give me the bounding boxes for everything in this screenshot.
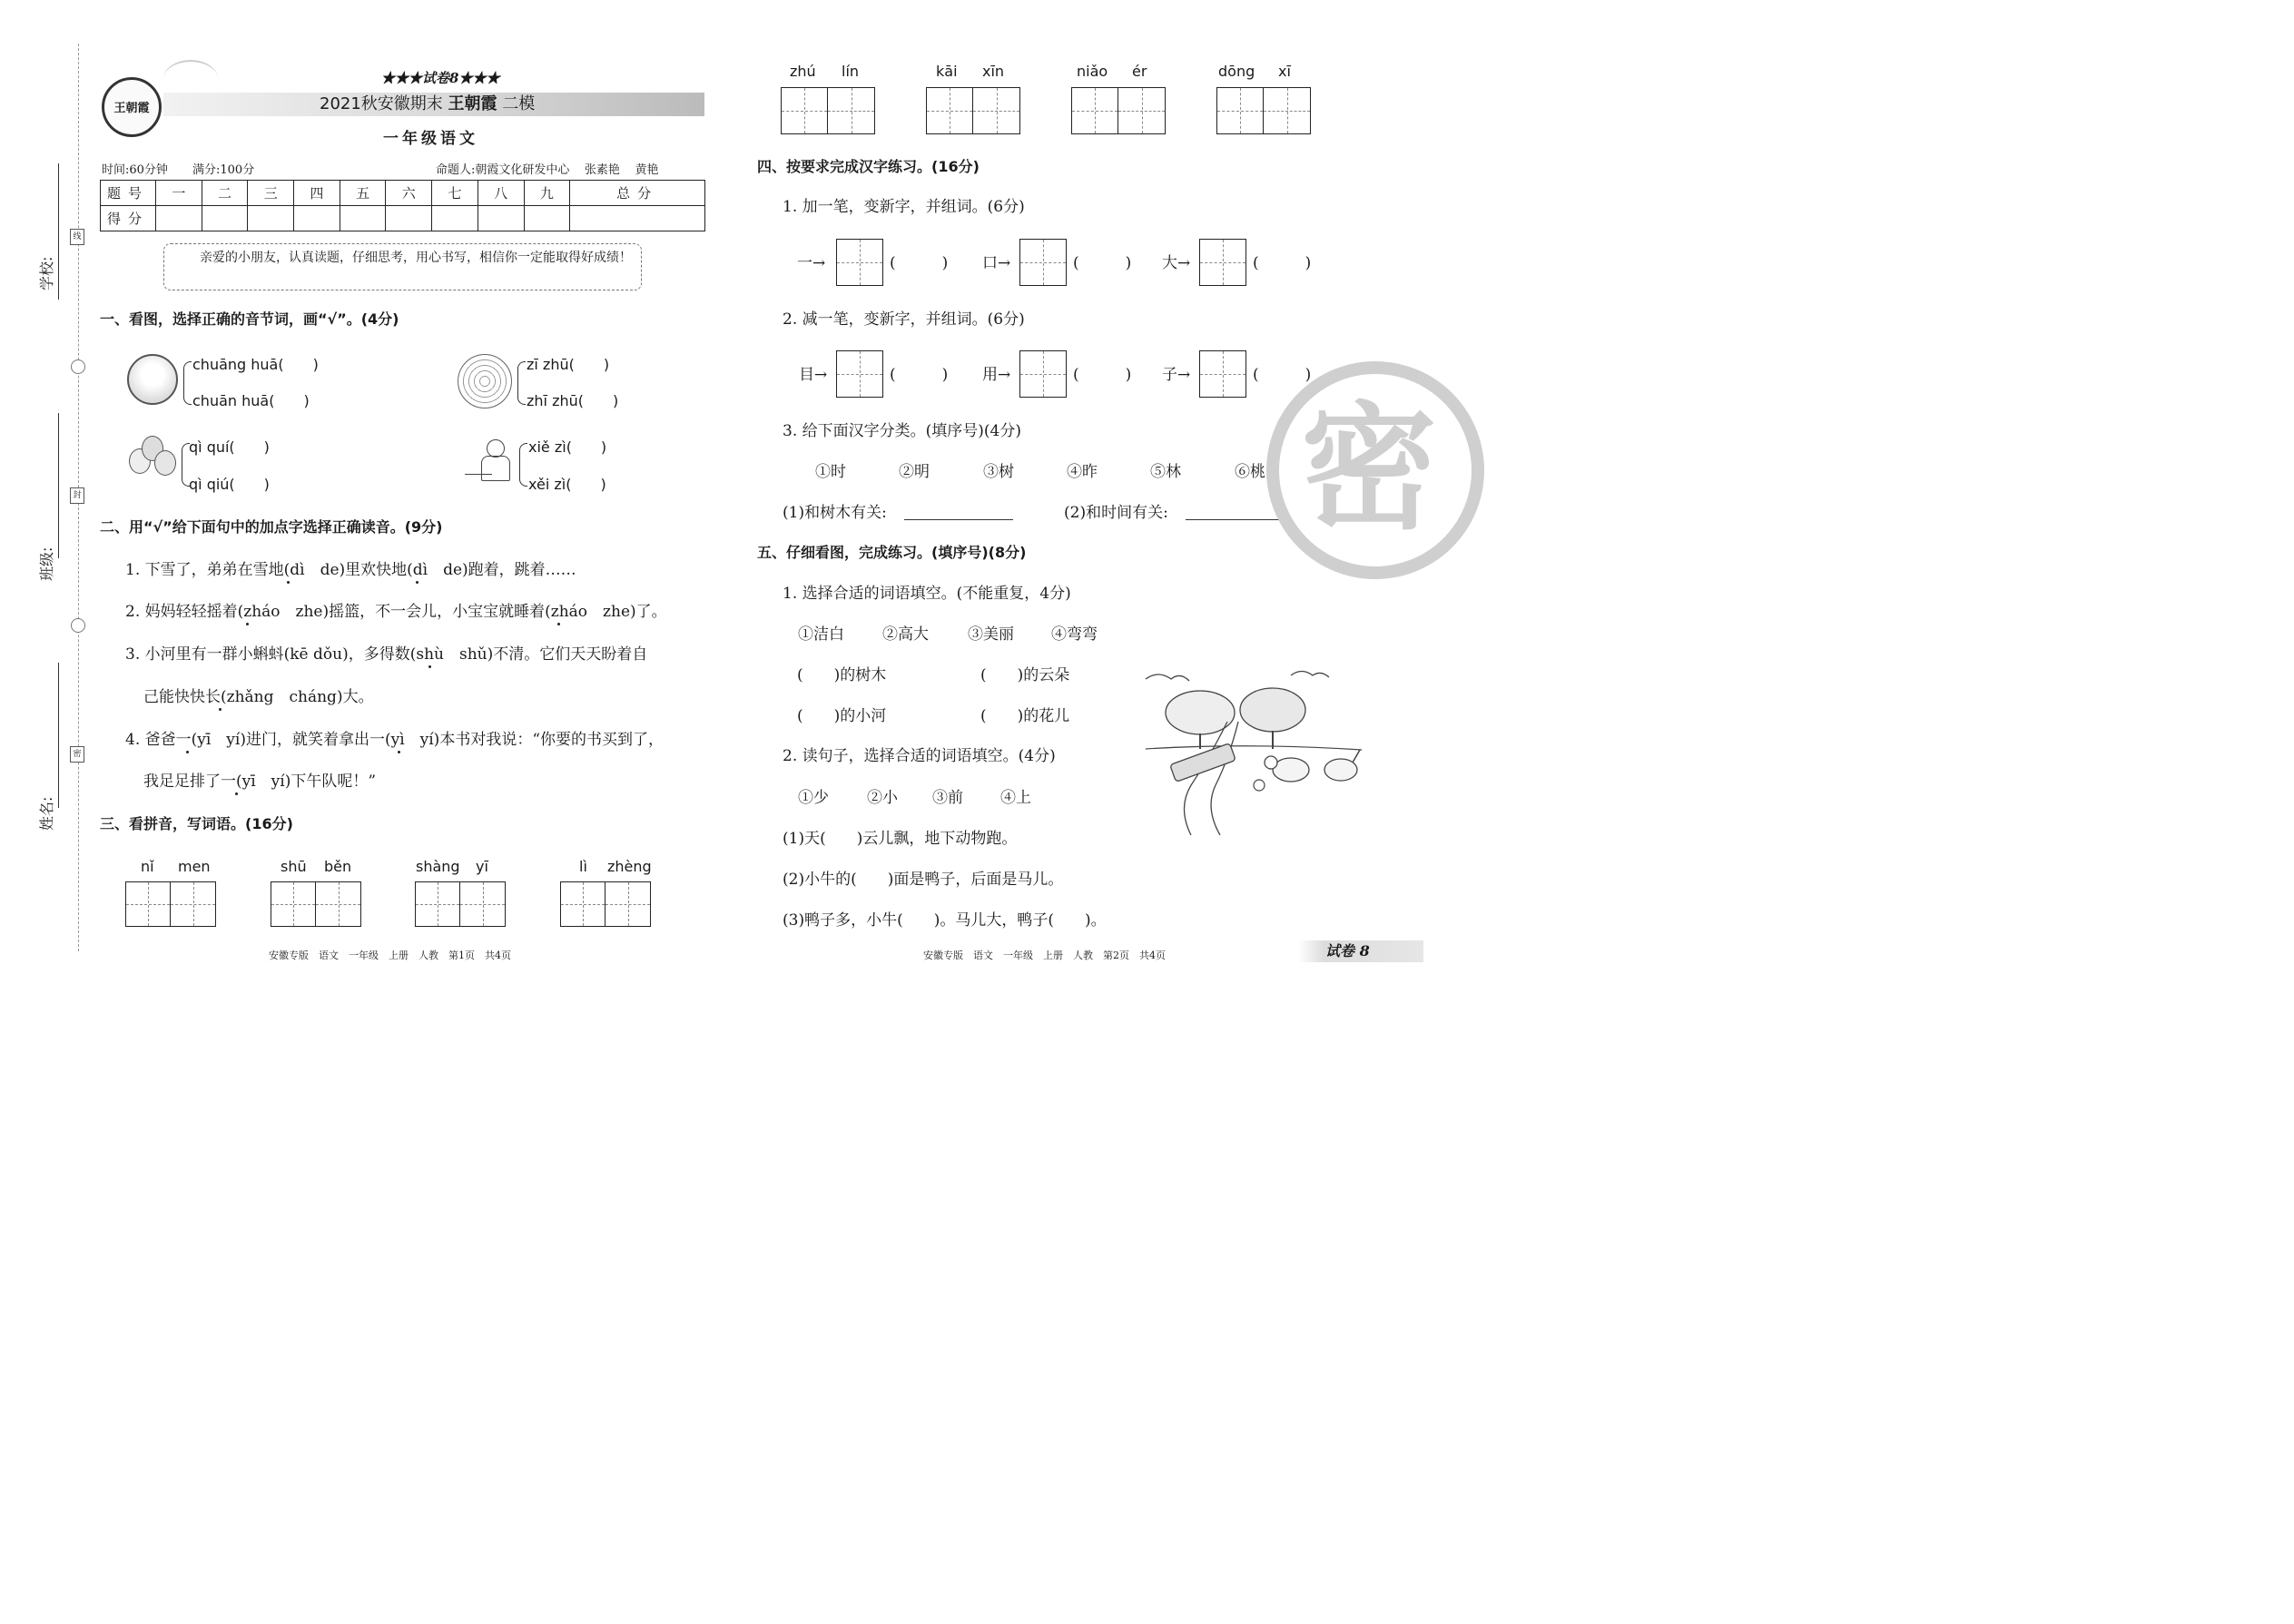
q5-sentence: (2)小牛的( )面是鸭子，后面是马儿。	[783, 871, 1064, 889]
row-label: 得分	[101, 206, 156, 231]
tianzige-box[interactable]	[973, 87, 1020, 134]
q5-blank[interactable]: ( )的花儿	[980, 707, 1070, 725]
pinyin-syllable: kāi	[936, 63, 958, 80]
q5-word: ①少	[798, 789, 829, 807]
tianzige-box[interactable]	[1199, 350, 1246, 398]
tianzige-pair[interactable]	[125, 881, 216, 927]
q4-add-item: 口→	[982, 254, 1011, 272]
q4-char: ⑤林	[1150, 463, 1181, 481]
sealed-stamp	[1266, 361, 1484, 579]
q5-blank[interactable]: ( )的小河	[797, 707, 887, 725]
q2-line: 3. 小河里有一群小蝌蚪(kē dǒu)，多得数(shù shǔ)不清。它们天天盼着自	[125, 645, 648, 664]
q1-option[interactable]: chuāng huā( )	[192, 356, 319, 373]
exam-title: 2021秋安徽期末 王朝霞 二模	[320, 94, 536, 113]
q4-char: ①时	[815, 463, 846, 481]
pinyin-syllable: lì	[579, 858, 587, 875]
q1-option[interactable]: chuān huā( )	[192, 392, 310, 409]
q5-word: ③美丽	[968, 625, 1014, 644]
q4-title: 四、按要求完成汉字练习。(16分)	[757, 158, 980, 175]
row-label: 题号	[101, 181, 156, 206]
q2-line: 1. 下雪了，弟弟在雪地(dì de)里欢快地(dì de)跑着，跳着……	[125, 561, 576, 579]
q5-title: 五、仔细看图，完成练习。(填序号)(8分)	[757, 544, 1027, 561]
answer-paren[interactable]: ( )	[1073, 366, 1132, 384]
brace	[183, 361, 192, 405]
q4-char: ②明	[899, 463, 930, 481]
q4-sub3: 3. 给下面汉字分类。(填序号)(4分)	[783, 422, 1021, 440]
q4-category-a: (1)和树木有关:	[783, 504, 887, 522]
emphasis-dot	[398, 751, 400, 753]
q5-sub2: 2. 读句子，选择合适的词语填空。(4分)	[783, 747, 1056, 765]
q5-sentence: (3)鸭子多，小牛( )。马儿大，鸭子( )。	[783, 911, 1107, 930]
q2-line: 2. 妈妈轻轻摇着(zháo zhe)摇篮，不一会儿，小宝宝就睡着(zháo zhe)了。	[125, 603, 667, 621]
tianzige-pair[interactable]	[1216, 87, 1311, 134]
q4-sub2: 2. 减一笔，变新字，并组词。(6分)	[783, 310, 1025, 329]
notice-text: 亲爱的小朋友，认真读题，仔细思考，用心书写，相信你一定能取得好成绩！	[200, 251, 632, 265]
pinyin-syllable: niǎo	[1077, 63, 1108, 80]
q2-title: 二、用“√”给下面句中的加点字选择正确读音。(9分)	[100, 518, 443, 536]
q1-option[interactable]: zhī zhū( )	[527, 392, 619, 409]
q4-char: ⑥桃	[1235, 463, 1265, 481]
tianzige-box[interactable]	[316, 881, 361, 927]
tianzige-box[interactable]	[1118, 87, 1166, 134]
q5-blank[interactable]: ( )的云朵	[980, 666, 1070, 684]
q4-add-item: 大→	[1162, 254, 1191, 272]
scissors-icon	[71, 618, 85, 633]
score-cell[interactable]	[524, 206, 570, 231]
pinyin-syllable: shàng	[416, 858, 460, 875]
col-header: 九	[524, 181, 570, 206]
q4-sub1: 1. 加一笔，变新字，并组词。(6分)	[783, 198, 1025, 216]
tianzige-box[interactable]	[171, 881, 216, 927]
tianzige-box[interactable]	[1264, 87, 1311, 134]
q4-char: ③树	[983, 463, 1014, 481]
page-footer: 安徽专版 语文 一年级 上册 人教 第1页 共4页	[269, 950, 511, 961]
pinyin-syllable: men	[178, 858, 211, 875]
tianzige-box[interactable]	[560, 881, 605, 927]
q5-sub1: 1. 选择合适的词语填空。(不能重复，4分)	[783, 585, 1071, 603]
emphasis-dot	[428, 665, 431, 668]
margin-sealed-mark: 密	[70, 746, 84, 763]
answer-paren[interactable]: ( )	[890, 366, 949, 384]
authors: 命题人:朝霞文化研发中心 张素艳 黄艳	[436, 163, 659, 177]
name-field[interactable]	[58, 663, 59, 808]
q4-remove-item: 子→	[1162, 366, 1191, 384]
emphasis-dot	[219, 708, 222, 711]
q3-title: 三、看拼音，写词语。(16分)	[100, 815, 293, 832]
col-header: 一	[156, 181, 202, 206]
pinyin-syllable: yī	[476, 858, 488, 875]
brand-logo	[102, 77, 162, 137]
subject-title: 一年级语文	[383, 130, 478, 148]
tianzige-box[interactable]	[836, 350, 883, 398]
emphasis-dot	[416, 581, 418, 584]
tianzige-box[interactable]	[1019, 239, 1067, 286]
pinyin-syllable: zhèng	[607, 858, 652, 875]
farm-scene-image	[1137, 663, 1364, 835]
tianzige-box[interactable]	[605, 881, 651, 927]
tianzige-pair[interactable]	[415, 881, 506, 927]
emphasis-dot	[287, 581, 290, 584]
spider-image	[458, 354, 512, 408]
tianzige-pair[interactable]	[271, 881, 361, 927]
col-header: 五	[340, 181, 386, 206]
full-score: 满分:100分	[192, 163, 255, 177]
emphasis-dot	[186, 751, 189, 753]
pinyin-syllable: běn	[324, 858, 352, 875]
pinyin-syllable: xī	[1278, 63, 1291, 80]
pinyin-syllable: ér	[1132, 63, 1147, 80]
score-cell[interactable]	[570, 206, 705, 231]
q2-line: 我足足排了一(yī yí)下午队呢！”	[143, 773, 377, 791]
score-cell[interactable]	[202, 206, 248, 231]
q5-sentence: (1)天( )云儿飘，地下动物跑。	[783, 830, 1018, 848]
answer-paren[interactable]: ( )	[1253, 366, 1312, 384]
col-header: 八	[478, 181, 524, 206]
q2-line: 4. 爸爸一(yī yí)进门，就笑着拿出一(yì yí)本书对我说：“你要的书买到了，	[125, 731, 665, 749]
pinyin-syllable: dōng	[1218, 63, 1255, 80]
q4-char: ④昨	[1067, 463, 1098, 481]
brace	[517, 361, 526, 405]
score-table-header-row	[101, 181, 705, 206]
doll-image	[127, 354, 178, 405]
q1-option[interactable]: zī zhū( )	[527, 356, 610, 373]
score-cell[interactable]	[478, 206, 524, 231]
tianzige-box[interactable]	[1019, 350, 1067, 398]
school-label: 学校:	[38, 256, 55, 290]
pinyin-syllable: shū	[281, 858, 307, 875]
sealed-stamp-text: 密	[1301, 390, 1438, 548]
answer-paren[interactable]: ( )	[1253, 254, 1312, 272]
margin-seal-mark: 封	[70, 487, 84, 504]
pinyin-syllable: zhú	[790, 63, 816, 80]
q1-option[interactable]: qì quí( )	[189, 438, 270, 456]
tianzige-box[interactable]	[415, 881, 460, 927]
q1-option[interactable]: qì qiú( )	[189, 476, 270, 493]
col-header: 总分	[570, 181, 705, 206]
score-cell[interactable]	[432, 206, 478, 231]
tianzige-box[interactable]	[1199, 239, 1246, 286]
score-cell[interactable]	[156, 206, 202, 231]
score-table-score-row	[101, 206, 705, 231]
tianzige-pair[interactable]	[926, 87, 1020, 134]
pinyin-syllable: nǐ	[141, 858, 154, 875]
paper-series: ★★★试卷8★★★	[381, 70, 500, 86]
class-field[interactable]	[58, 413, 59, 558]
q1-option[interactable]: xiě zì( )	[528, 438, 607, 456]
answer-paren[interactable]: ( )	[1073, 254, 1132, 272]
tianzige-box[interactable]	[1071, 87, 1118, 134]
q1-title: 一、看图，选择正确的音节词，画“√”。(4分)	[100, 310, 399, 328]
tianzige-box[interactable]	[125, 881, 171, 927]
emphasis-dot	[557, 623, 560, 625]
score-cell[interactable]	[248, 206, 294, 231]
tianzige-box[interactable]	[926, 87, 973, 134]
col-header: 四	[294, 181, 340, 206]
q4-remove-item: 用→	[982, 366, 1011, 384]
col-header: 二	[202, 181, 248, 206]
tianzige-pair[interactable]	[560, 881, 651, 927]
margin-line-mark: 线	[70, 229, 84, 245]
school-field[interactable]	[58, 163, 59, 300]
answer-line[interactable]	[904, 519, 1013, 520]
answer-paren[interactable]: ( )	[890, 254, 949, 272]
class-label: 班级:	[38, 546, 55, 581]
score-cell[interactable]	[386, 206, 432, 231]
brace	[519, 443, 527, 487]
tianzige-pair[interactable]	[1071, 87, 1166, 134]
score-cell[interactable]	[294, 206, 340, 231]
balloons-image	[127, 436, 178, 490]
q5-word: ④弯弯	[1051, 625, 1098, 644]
q5-word: ②小	[867, 789, 898, 807]
paper-tag: 试卷 8	[1325, 942, 1370, 960]
tianzige-box[interactable]	[781, 87, 828, 134]
q4-add-item: 一→	[797, 254, 826, 272]
q5-word: ②高大	[882, 625, 929, 644]
q4-remove-item: 目→	[799, 366, 828, 384]
pinyin-syllable: xīn	[982, 63, 1005, 80]
tianzige-box[interactable]	[1216, 87, 1264, 134]
tianzige-box[interactable]	[460, 881, 506, 927]
scissors-icon	[71, 359, 85, 374]
tianzige-pair[interactable]	[781, 87, 875, 134]
tianzige-box[interactable]	[836, 239, 883, 286]
time-limit: 时间:60分钟	[102, 163, 168, 177]
score-table	[100, 180, 705, 231]
pinyin-syllable: lín	[842, 63, 860, 80]
col-header: 七	[432, 181, 478, 206]
q4-category-b: (2)和时间有关:	[1064, 504, 1168, 522]
q1-option[interactable]: xěi zì( )	[528, 476, 606, 493]
col-header: 六	[386, 181, 432, 206]
q5-word: ④上	[1000, 789, 1031, 807]
name-label: 姓名:	[38, 796, 55, 831]
q5-word: ①洁白	[798, 625, 844, 644]
tianzige-box[interactable]	[828, 87, 875, 134]
brand-logo-text: 王朝霞	[113, 102, 150, 115]
writing-girl-image	[465, 438, 517, 492]
page-footer: 安徽专版 语文 一年级 上册 人教 第2页 共4页	[923, 950, 1166, 961]
score-cell[interactable]	[340, 206, 386, 231]
emphasis-dot	[235, 792, 238, 795]
col-header: 三	[248, 181, 294, 206]
q5-blank[interactable]: ( )的树木	[797, 666, 887, 684]
emphasis-dot	[246, 623, 249, 625]
q2-line: 己能快快长(zhǎng cháng)大。	[143, 688, 374, 706]
tianzige-box[interactable]	[271, 881, 316, 927]
q5-word: ③前	[932, 789, 963, 807]
